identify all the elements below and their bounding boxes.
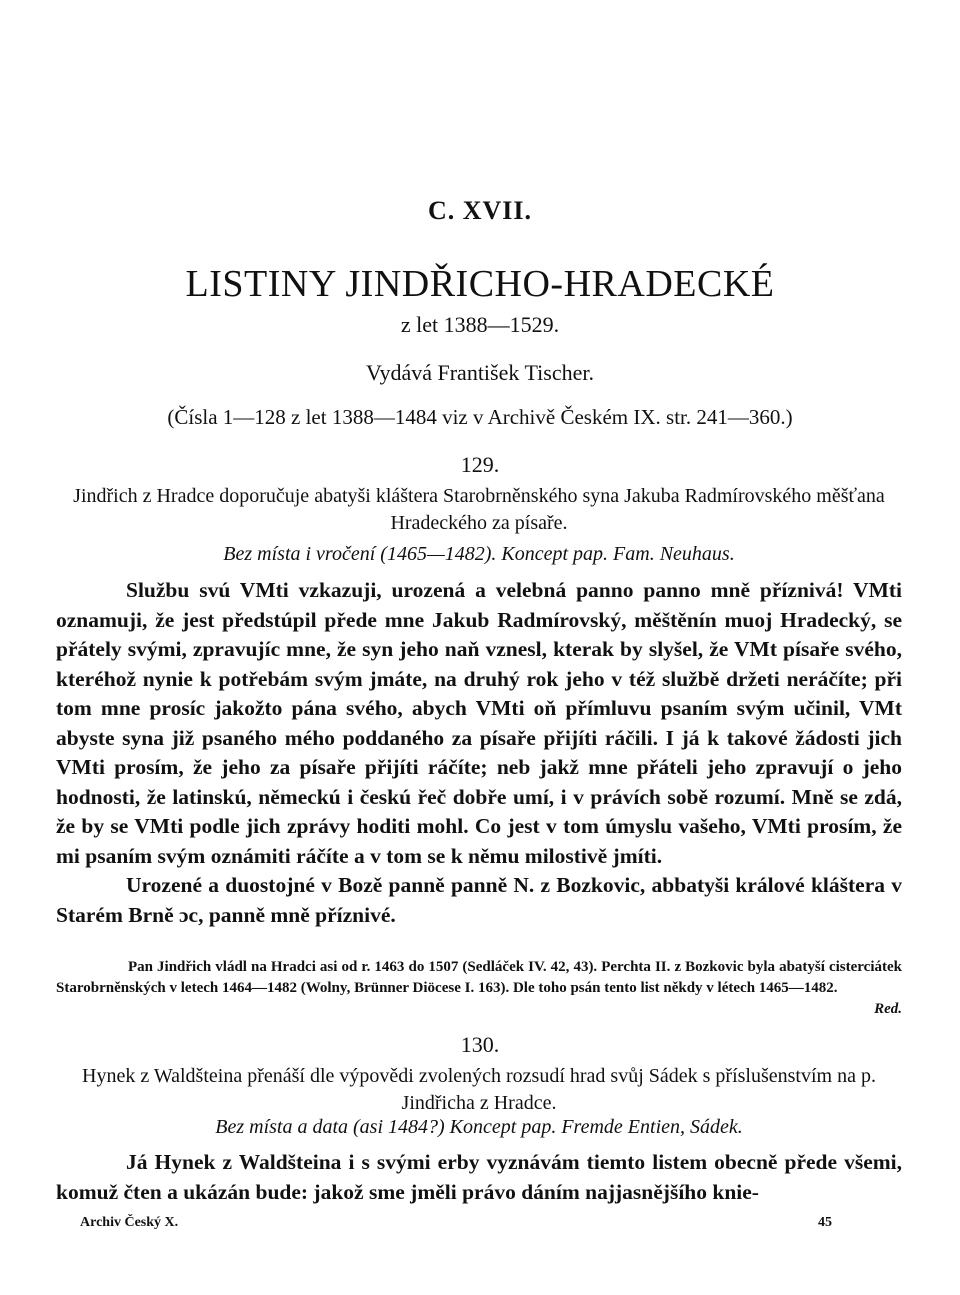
document-body (56, 1148, 902, 1207)
body-paragraph: Službu svú VMti vzkazuji, urozená a velebná panno panno mně příznivá! VMti oznamuji, že jest předstúpil přede mne Jakub Radmírovský, měštěnín muoj Hradecký, se přátely svými, zpravujíc mne, že syn jeho naň vznesl, kterak by slyšel, že VMt písaře svého, kteréhož nynie k potřebám svým jmáte, na druhý rok jeho v též službě držeti neráčíte; při tom mne prosíc jakožto pána svého, abych VMti oň přímluvu psaním svým učinil, VMt abyste syna již psaného mého poddaného za písaře přijíti ráčili. I já k takové žádosti jich VMti prosím, že jeho za písaře přijíti ráčíte; neb jakž mne přáteli jeho zpravují o jeho hodnosti, že latinskú, německú i českú řeč dobře umí, i v právích sobě rozumí. Mně se zdá, že by se VMti podle jich zprávy hoditi mohl. Co jest v tom úmyslu vašeho, VMti prosím, že mi psaním svým oznámiti ráčíte a v tom se k němu milostivě jmíti. (56, 578, 902, 868)
document-body (56, 576, 902, 930)
footnote (56, 957, 902, 1020)
running-footer (80, 1215, 832, 1231)
footer-source: Archiv Český X. (80, 1215, 179, 1230)
page-number: 45 (818, 1215, 832, 1230)
editor-line: Vydává František Tischer. (366, 360, 594, 385)
date-range: z let 1388—1529. (400, 312, 560, 337)
body-paragraph: Já Hynek z Waldšteina i s svými erby vyznávám tiemto listem obecně přede všemi, komuž čten a ukázán bude: jakož sme jměli právo dáním najjasnějšího knie- (56, 1150, 902, 1204)
page-title: LISTINY JINDŘICHO-HRADECKÉ (185, 263, 775, 305)
section-number: C. XVII. (427, 196, 533, 225)
document-number: 129. (460, 452, 500, 477)
document-number: 130. (460, 1032, 500, 1057)
range-note: (Čísla 1—128 z let 1388—1484 viz v Archivě Českém IX. str. 241—360.) (167, 405, 793, 429)
document-source: Bez místa a data (asi 1484?) Koncept pap. Fremde Entien, Sádek. (215, 1116, 743, 1138)
document-heading: Hynek z Waldšteina přenáší dle výpovědi zvolených rozsudí hrad svůj Sádek s příslušenstvím na p. Jindřicha z Hradce. (82, 1065, 876, 1114)
address-paragraph: Urozené a duostojné v Bozě panně panně N. z Bozkovic, abbatyši králové kláštera v Starém Brně ɔc, panně mně příznivé. (56, 873, 902, 927)
footnote-signature: Red. (874, 1001, 902, 1017)
footnote-text: Pan Jindřich vládl na Hradci asi od r. 1463 do 1507 (Sedláček IV. 42, 43). Perchta II. z Bozkovic byla abatyší cisterciátek Starobrněnských v letech 1464—1482 (Wolny, Brünner Diöcese I. 163). Dle toho psán tento list někdy v létech 1465—1482. (56, 959, 902, 996)
document-heading: Jindřich z Hradce doporučuje abatyši kláštera Starobrněnského syna Jakuba Radmírovského měšťana Hradeckého za písaře. (73, 485, 885, 534)
document-source: Bez místa i vročení (1465—1482). Koncept pap. Fam. Neuhaus. (223, 543, 735, 565)
